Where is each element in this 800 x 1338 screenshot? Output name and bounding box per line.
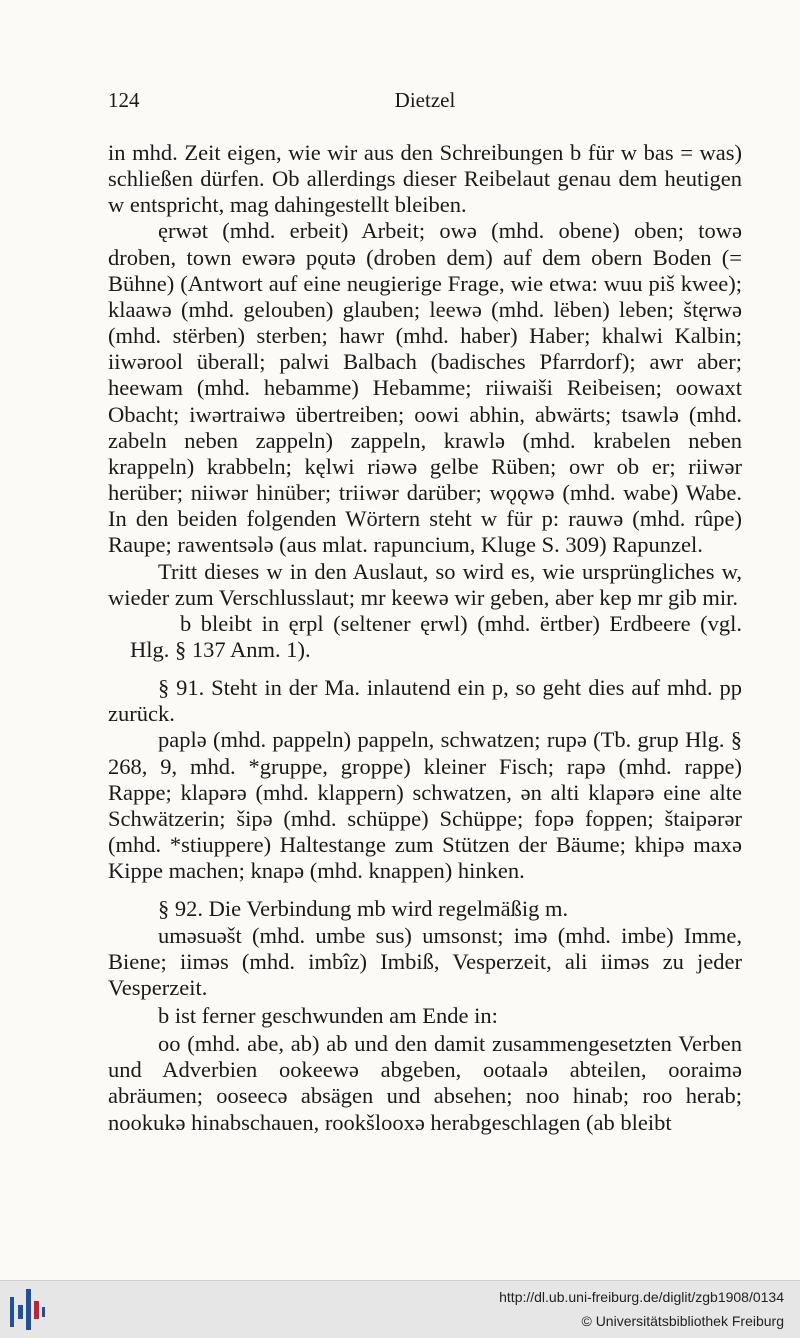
paragraph: Tritt dieses w in den Auslaut, so wird es, wie ursprüngliches w, wieder zum Verschlusslaut; mr keewə wir geben, aber kep mr gib mir. (108, 558, 742, 610)
footer-bar (0, 1280, 800, 1338)
section-heading-paragraph: § 91. Steht in der Ma. inlautend ein p, so geht dies auf mhd. pp zurück. (108, 675, 742, 727)
paragraph: paplə (mhd. pappeln) pappeln, schwatzen; rupə (Tb. grup Hlg. § 268, 9, mhd. *gruppe, groppe) kleiner Fisch; rapə (mhd. rappe) Rappe; klapərə (mhd. klappern) schwatzen, ən alti klapərə eine alte Schwätzerin; šipə (mhd. schüppe) Schüppe; fopə foppen; štaipərər (mhd. *stiuppere) Haltestange zum Stützen der Bäume; khipə maxə Kippe machen; knapə (mhd. knappen) hinken. (108, 727, 742, 884)
paragraph: ęrwət (mhd. erbeit) Arbeit; owə (mhd. obene) oben; towə droben, town ewərə pǫutə (droben dem) auf dem obern Boden (= Bühne) (Antwort auf eine neugierige Frage, wie etwa: wuu piš kwee); klaawə (mhd. gelouben) glauben; leewə (mhd. lëben) leben; štęrwə (mhd. stërben) sterben; hawr (mhd. haber) Haber; khalwi Kalbin; iiwərool überall; palwi Balbach (badisches Pfarrdorf); awr aber; heewam (mhd. hebamme) Hebamme; riiwaiši Reibeisen; oowaxt Obacht; iwərtraiwə übertreiben; oowi abhin, abwärts; tsawlə (mhd. zabeln neben zappeln) zappeln, krawlə (mhd. krabelen neben krappeln) krabbeln; kęlwi riəwə gelbe Rüben; owr ob er; riiwər herüber; niiwər hinüber; triiwər darüber; wǫǫwə (mhd. wabe) Wabe. In den beiden folgenden Wörtern steht w für p: rauwə (mhd. rûpe) Raupe; rawentsələ (aus mlat. rapuncium, Kluge S. 309) Rapunzel. (108, 218, 742, 558)
paragraph: oo (mhd. abe, ab) ab und den damit zusammengesetzten Verben und Adverbien ookeewə abgeben, ootaalə abteilen, ooraimə abräumen; ooseecə absägen und absehen; noo hinab; roo herab; nookukə hinabschauen, rookšlooxə herabgeschlagen (ab bleibt (108, 1031, 742, 1135)
page-number: 124 (108, 88, 140, 112)
paragraph: b ist ferner geschwunden am Ende in: (158, 1003, 498, 1028)
copyright-notice: © Universitätsbibliothek Freiburg (581, 1313, 784, 1329)
paragraph: b bleibt in ęrpl (seltener ęrwl) (mhd. ërtber) Erdbeere (vgl. Hlg. § 137 Anm. 1). (130, 610, 742, 662)
page-header (108, 88, 742, 118)
ub-freiburg-logo-icon (8, 1287, 48, 1332)
paragraph: in mhd. Zeit eigen, wie wir aus den Schreibungen b für w bas = was) schließen dürfen. Ob allerdings dieser Reibelaut genau dem heutigen w entspricht, mag dahingestellt bleiben. (108, 140, 742, 218)
permalink[interactable]: http://dl.ub.uni-freiburg.de/diglit/zgb1908/0134 (499, 1289, 784, 1305)
running-title: Dietzel (394, 88, 456, 112)
body-text (108, 140, 742, 1136)
section-heading-paragraph: § 92. Die Verbindung mb wird regelmäßig m. (158, 896, 569, 922)
paragraph: uməsuəšt (mhd. umbe sus) umsonst; imə (mhd. imbe) Imme, Biene; iiməs (mhd. imbîz) Imbiß, Vesperzeit, ali iiməs zu jeder Vesperzeit. (108, 922, 742, 1000)
